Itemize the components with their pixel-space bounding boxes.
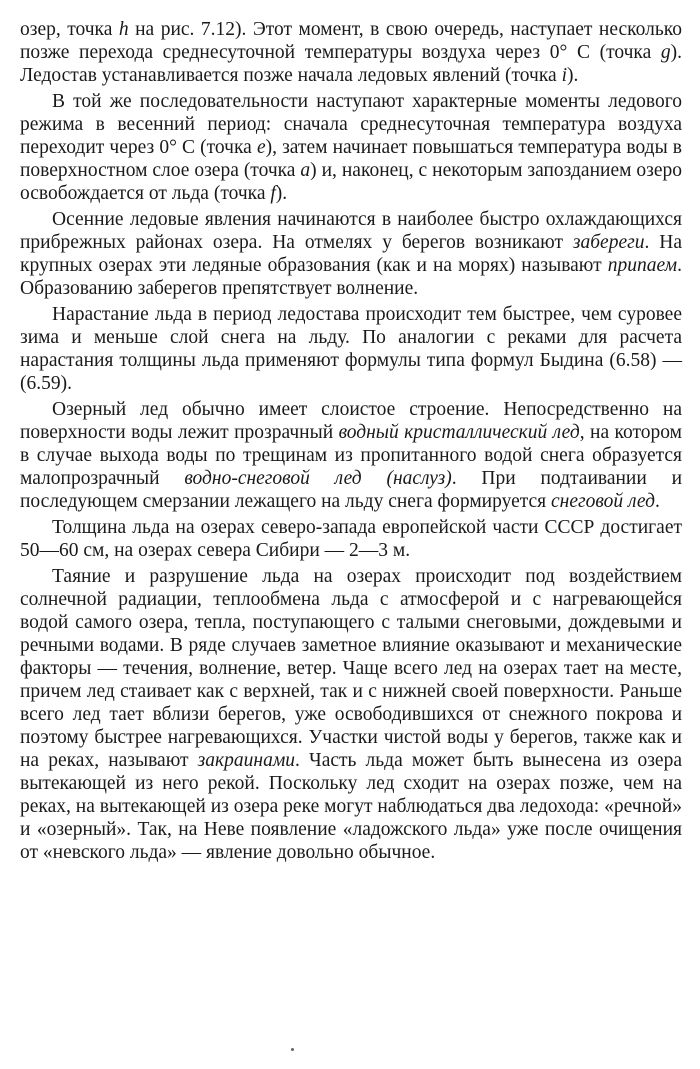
paragraph-text: . Часть льда может быть вынесена из озера вытекающей из него рекой. Поскольку лед сходит на озерах позже, чем на реках, на вытекающей из озера реке могут наблюдаться два ледохода: «речной» и «озерный». Так, на Неве появление «ладожского льда» уже после очищения от «невского льда» — явление довольно обычное. [20, 750, 682, 863]
paragraph-text: на рис. 7.12). Этот момент, в свою очередь, наступает несколько позже перехода среднесуточной температуры воздуха через 0° С (точка [20, 19, 682, 63]
paragraph [20, 516, 682, 562]
emphasized-term: закраинами [197, 750, 296, 771]
paragraph-text: ) и, наконец, с некоторым запозданием озеро освобождается от льда (точка [20, 160, 682, 204]
page-dot-mark [291, 1048, 294, 1051]
emphasized-term: i [561, 65, 567, 86]
emphasized-term: f [270, 183, 276, 204]
emphasized-term: снеговой лед [551, 491, 655, 512]
paragraph-text: . При подтаивании и последующем смерзании лежащего на льду снега формируется [20, 468, 683, 512]
paragraph-text: . На крупных озерах эти ледяные образования (как и на морях) называют [20, 232, 682, 276]
paragraph-text: ). Ледостав устанавливается позже начала ледовых явлений (точка [20, 42, 682, 86]
paragraph-text: озер, точка [20, 19, 119, 40]
emphasized-term: водный кристаллический лед [338, 422, 580, 443]
emphasized-term: a [300, 160, 311, 181]
paragraph-text: В той же последовательности наступают характерные моменты ледового режима в весенний период: сначала среднесуточная температура воздуха переходит через 0° С (точка [20, 91, 682, 158]
paragraph-text: Таяние и разрушение льда на озерах происходит под воздействием солнечной радиации, теплообмена льда с атмосферой и с нагревающейся водой самого озера, тепла, поступающего с талыми снеговыми, дождевыми и речными водами. В ряде случаев заметное влияние оказывают и механические факторы — течения, волнение, ветер. Чаще всего лед на озерах тает на месте, причем лед стаивает как с верхней, так и с нижней своей поверхности. Раньше всего лед тает вблизи берегов, уже освободившихся от снежного покрова и поэтому быстрее нагревающихся. Участки чистой воды у берегов, также как и на реках, называют [20, 566, 682, 771]
paragraph-text: . Образованию заберегов препятствует волнение. [20, 255, 682, 299]
paragraph-text: ). [275, 183, 288, 204]
paragraph-text: Нарастание льда в период ледостава происходит тем быстрее, чем суровее зима и меньше слой снега на льду. По аналогии с реками для расчета нарастания толщины льда применяют формулы типа формул Быдина (6.58) — (6.59). [20, 304, 682, 394]
emphasized-term: h [118, 19, 129, 40]
emphasized-term: припаем [607, 255, 678, 276]
paragraph [20, 398, 682, 513]
paragraph [20, 90, 682, 205]
paragraph-text: Осенние ледовые явления начинаются в наиболее быстро охлаждающихся прибрежных районах озера. На отмелях у берегов возникают [20, 209, 682, 253]
paragraph-text: Озерный лед обычно имеет слоистое строение. Непосредственно на поверхности воды лежит прозрачный [20, 399, 682, 443]
paragraph [20, 303, 682, 395]
paragraph-text: Толщина льда на озерах северо-запада европейской части СССР достигает 50—60 см, на озерах севера Сибири — 2—3 м. [20, 517, 682, 561]
emphasized-term: водно-снеговой лед (наслуз) [184, 468, 452, 489]
page-text [20, 18, 682, 867]
paragraph-text: , на котором в случае выхода воды по трещинам из пропитанного водой снега образуется малопрозрачный [20, 422, 682, 489]
paragraph [20, 18, 682, 87]
emphasized-term: e [256, 137, 266, 158]
paragraph-text: ), затем начинает повышаться температура воды в поверхностном слое озера (точка [20, 137, 682, 181]
paragraph-text: . [654, 491, 660, 512]
paragraph [20, 565, 682, 864]
emphasized-term: забереги [572, 232, 645, 253]
paragraph [20, 208, 682, 300]
paragraph-text: ). [567, 65, 579, 86]
emphasized-term: g [660, 42, 671, 63]
